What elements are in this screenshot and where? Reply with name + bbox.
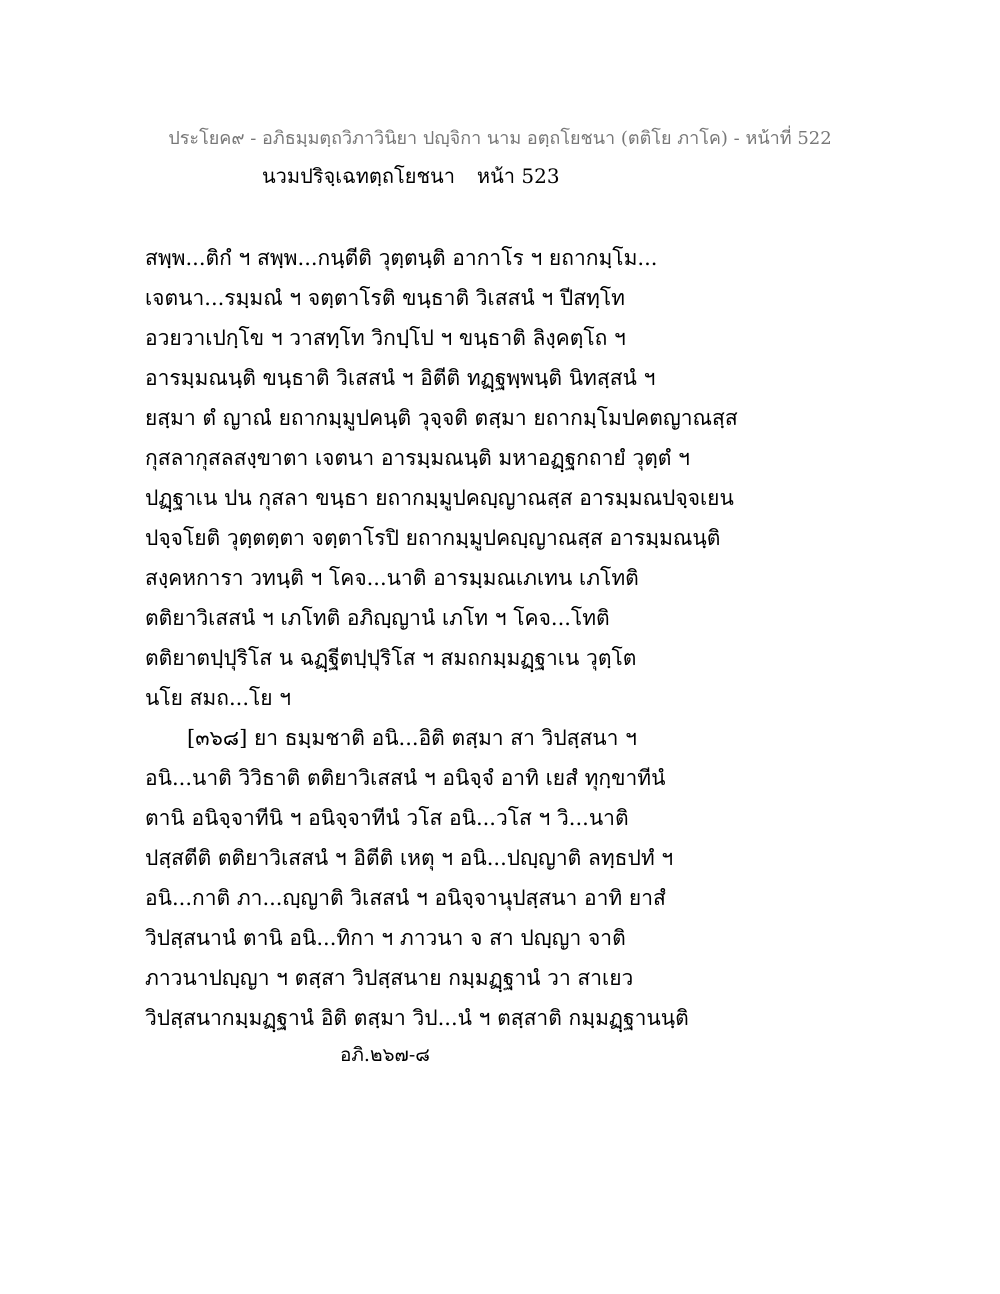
running-header: ประโยค๙ - อภิธมฺมตฺถวิภาวินิยา ปญฺจิกา นาม อตฺถโยชนา (ตติโย ภาโค) - หน้าที่ 522 bbox=[168, 128, 832, 149]
text-line: กุสลากุสลสงฺขาตา เจตนา อารมฺมณนฺติ มหาอฏฺฐกถายํ วุตฺตํ ฯ bbox=[145, 446, 690, 470]
body-text bbox=[145, 238, 865, 1038]
text-line: สพฺพ...ติกํ ฯ สพฺพ...กนฺตีติ วุตฺตนฺติ อากาโร ฯ ยถากมฺโม... bbox=[145, 246, 658, 270]
text-line: เจตนา...รมฺมณํ ฯ จตฺตาโรติ ขนฺธาติ วิเสสนํ ฯ ปีสทฺโท bbox=[145, 286, 625, 310]
text-line: ภาวนาปญฺญา ฯ ตสฺสา วิปสฺสนาย กมฺมฏฺฐานํ วา สาเยว bbox=[145, 966, 634, 990]
text-line: ตติยาวิเสสนํ ฯ เภโทติ อภิญฺญานํ เภโท ฯ โคจ...โทติ bbox=[145, 606, 610, 630]
text-line: วิปสฺสนากมฺมฏฺฐานํ อิติ ตสฺมา วิป...นํ ฯ ตสฺสาติ กมฺมฏฺฐานนฺติ bbox=[145, 1006, 689, 1030]
text-line: ปสฺสตีติ ตติยาวิเสสนํ ฯ อิตีติ เหตุ ฯ อนิ...ปญฺญาติ ลทฺธปทํ ฯ bbox=[145, 846, 674, 870]
text-line: ปจฺจโยติ วุตฺตตฺตา จตฺตาโรปิ ยถากมฺมูปคญฺญาณสฺส อารมฺมณนฺติ bbox=[145, 526, 721, 550]
text-line: ยสฺมา ตํ ญาณํ ยถากมฺมูปคนฺติ วุจฺจติ ตสฺมา ยถากมฺโมปคตญาณสฺส bbox=[145, 406, 738, 430]
text-line: อารมฺมณนฺติ ขนฺธาติ วิเสสนํ ฯ อิตีติ ทฏฺฐพฺพนฺติ นิทสฺสนํ ฯ bbox=[145, 366, 656, 390]
text-line: ตานิ อนิจฺจาทีนิ ฯ อนิจฺจาทีนํ วโส อนิ...วโส ฯ วิ...นาติ bbox=[145, 806, 629, 830]
text-line: อนิ...กาติ ภา...ญฺญาติ วิเสสนํ ฯ อนิจฺจานุปสฺสนา อาทิ ยาสํ bbox=[145, 886, 666, 910]
page-number: หน้า 523 bbox=[476, 164, 560, 188]
footnote-reference: อภิ.๒๖๗-๘ bbox=[340, 1044, 430, 1066]
text-line: อนิ...นาติ วิวิธาติ ตติยาวิเสสนํ ฯ อนิจฺจํ อาทิ เยสํ ทุกฺขาทีนํ bbox=[145, 766, 666, 790]
text-line: นโย สมถ...โย ฯ bbox=[145, 686, 292, 710]
text-line: ปฏฺฐาเน ปน กุสลา ขนฺธา ยถากมฺมูปคญฺญาณสฺส อารมฺมณปจฺจเยน bbox=[145, 486, 734, 510]
section-title: นวมปริจฺเฉทตฺถโยชนา bbox=[262, 164, 455, 188]
text-line: ตติยาตปฺปุริโส น ฉฏฺฐีตปฺปุริโส ฯ สมถกมฺมฏฺฐาเน วุตฺโต bbox=[145, 646, 637, 670]
text-line: สงฺคหการา วทนฺติ ฯ โคจ...นาติ อารมฺมณเภเทน เภโทติ bbox=[145, 566, 639, 590]
text-line: อวยวาเปกฺโข ฯ วาสทฺโท วิกปฺโป ฯ ขนฺธาติ ลิงฺคตฺโถ ฯ bbox=[145, 326, 626, 350]
text-line: วิปสฺสนานํ ตานิ อนิ...ทิกา ฯ ภาวนา จ สา ปญฺญา จาติ bbox=[145, 926, 626, 950]
section-header bbox=[262, 160, 560, 192]
paragraph-start-line: [๓๖๘] ยา ธมฺมชาติ อนิ...อิติ ตสฺมา สา วิปสฺสนา ฯ bbox=[187, 726, 637, 750]
